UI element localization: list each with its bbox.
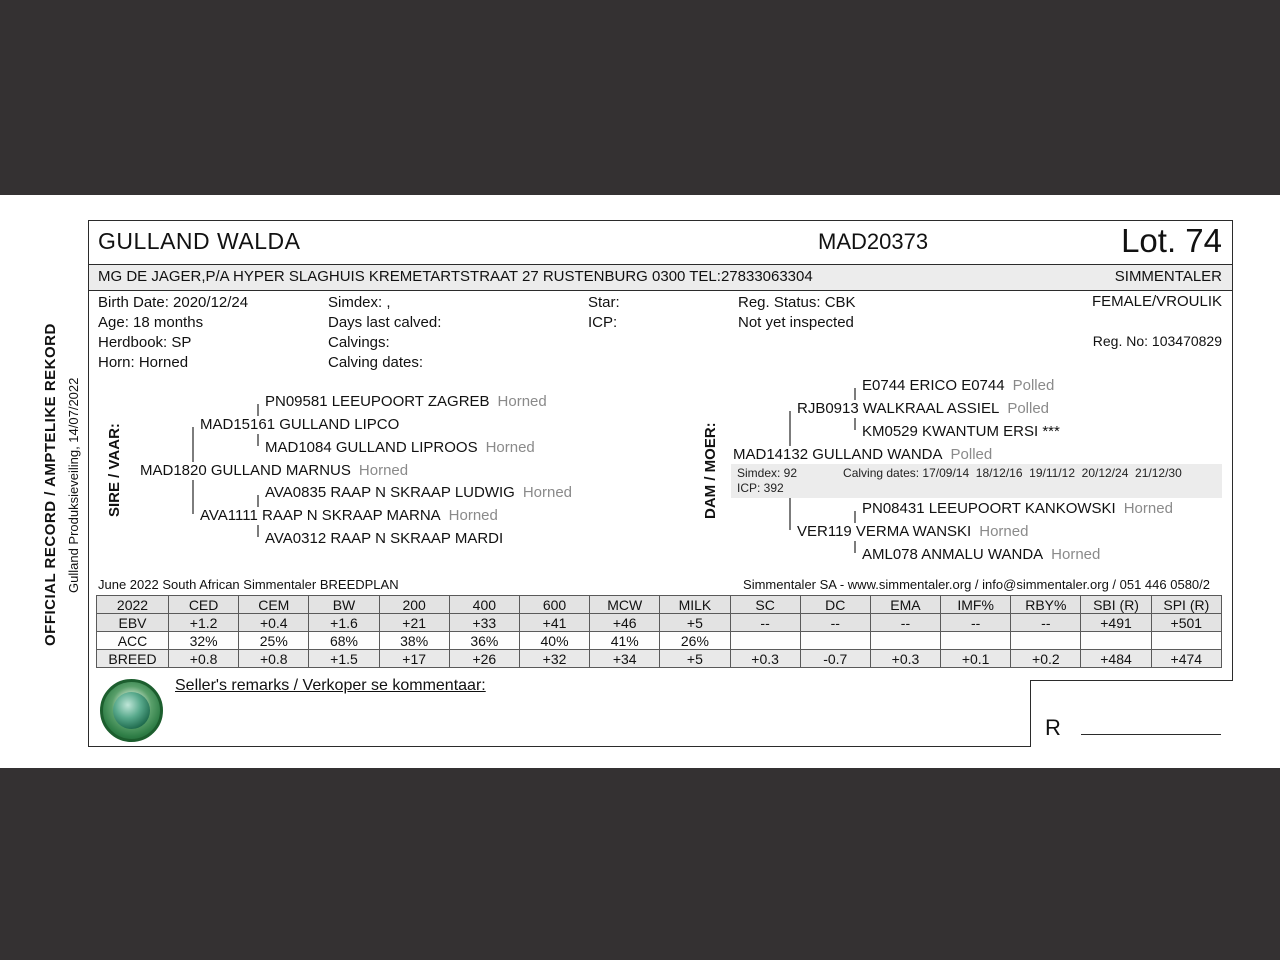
auction-side-label: Gulland Produksieveiling, 14/07/2022 [66, 377, 81, 593]
horn-status: Horn: Horned [98, 354, 189, 371]
dam-parent-2: VER119 VERMA WANSKI Horned [797, 523, 1029, 540]
simdex: Simdex: , [328, 294, 391, 311]
logo-globe-icon [113, 692, 150, 729]
lot-number: Lot. 74 [1121, 222, 1222, 259]
sire-root: MAD1820 GULLAND MARNUS Horned [140, 462, 409, 479]
dam-simdex: Simdex: 92 [737, 466, 798, 480]
dam-grandparent-2: KM0529 KWANTUM ERSI *** [862, 423, 1060, 440]
sire-grandparent-3: AVA0835 RAAP N SKRAAP LUDWIG Horned [265, 484, 573, 501]
breed-row: BREED +0.8 +0.8 +1.5 +17 +26 +32 +34 +5 +0.3 -0.7 +0.3 +0.1 +0.2 +484 +474 [97, 650, 1222, 668]
breed-label: SIMMENTALER [1114, 268, 1222, 285]
acc-row: ACC 32% 25% 68% 38% 36% 40% 41% 26% [97, 632, 1222, 650]
herdbook: Herdbook: SP [98, 334, 192, 351]
dam-grandparent-4: AML078 ANMALU WANDA Horned [862, 546, 1101, 563]
dam-grandparent-1: E0744 ERICO E0744 Polled [862, 377, 1055, 394]
star: Star: [588, 294, 620, 311]
days-last-calved: Days last calved: [328, 314, 442, 331]
icp: ICP: [588, 314, 618, 331]
sire-grandparent-1: PN09581 LEEUPOORT ZAGREB Horned [265, 393, 547, 410]
price-box [1030, 680, 1233, 747]
calving-dates: Calving dates: [328, 354, 424, 371]
owner-address-line: MG DE JAGER,P/A HYPER SLAGHUIS KREMETARTSTRAAT 27 RUSTENBURG 0300 TEL:27833063304 [98, 268, 813, 285]
dam-section-label: DAM / MOER: [702, 422, 719, 519]
sire-parent-2: AVA1111 RAAP N SKRAAP MARNA Horned [200, 507, 498, 524]
dam-icp: ICP: 392 [737, 481, 784, 495]
sire-grandparent-2: MAD1084 GULLAND LIPROOS Horned [265, 439, 535, 456]
official-record-side-label: OFFICIAL RECORD / AMPTELIKE REKORD [42, 323, 59, 647]
sire-grandparent-4: AVA0312 RAAP N SKRAAP MARDI [265, 530, 504, 547]
dam-grandparent-3: PN08431 LEEUPOORT KANKOWSKI Horned [862, 500, 1173, 517]
sellers-remarks-label: Seller's remarks / Verkoper se kommentaar: [175, 677, 486, 694]
price-blank-line [1081, 734, 1221, 735]
reg-status: Reg. Status: CBK [738, 294, 856, 311]
dam-root: MAD14132 GULLAND WANDA Polled [733, 446, 993, 463]
currency-symbol: R [1045, 715, 1061, 740]
ebv-header-row: 2022 CED CEM BW 200 400 600 MCW MILK SC DC EMA IMF% RBY% SBI (R) SPI (R) [97, 596, 1222, 614]
registration-number: Reg. No: 103470829 [1092, 333, 1222, 349]
registration-id: MAD20373 [818, 229, 929, 254]
sire-section-label: SIRE / VAAR: [106, 423, 123, 518]
simmentaler-logo-icon [100, 679, 163, 742]
breedplan-source: June 2022 South African Simmentaler BREEDPLAN [98, 577, 399, 592]
sex-label: FEMALE/VROULIK [1091, 293, 1222, 310]
sire-parent-1: MAD15161 GULLAND LIPCO [200, 416, 400, 433]
inspection-status: Not yet inspected [738, 314, 854, 331]
ebv-table [96, 595, 1222, 668]
dam-calving-dates: Calving dates: 17/09/14 18/12/16 19/11/12 20/12/24 21/12/30 [843, 466, 1182, 480]
dam-parent-1: RJB0913 WALKRAAL ASSIEL Polled [797, 400, 1050, 417]
dam-stats-box [731, 464, 1222, 498]
animal-name: GULLAND WALDA [98, 228, 301, 254]
calvings: Calvings: [328, 334, 390, 351]
birth-date: Birth Date: 2020/12/24 [98, 294, 249, 311]
age: Age: 18 months [98, 314, 204, 331]
ebv-row: EBV +1.2 +0.4 +1.6 +21 +33 +41 +46 +5 -- -- -- -- -- +491 +501 [97, 614, 1222, 632]
simmentaler-contact: Simmentaler SA - www.simmentaler.org / info@simmentaler.org / 051 446 0580/2 [743, 577, 1210, 592]
